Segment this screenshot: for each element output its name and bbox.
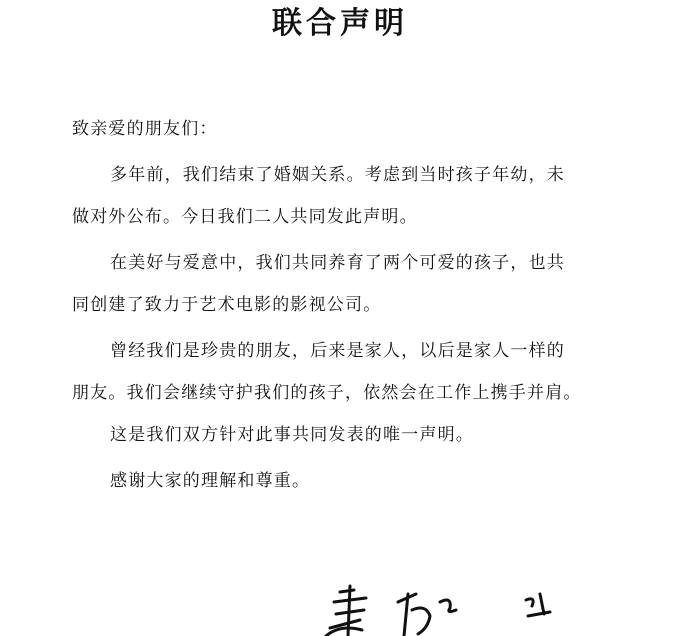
paragraph-1-line-1: 多年前，我们结束了婚姻关系。考虑到当时孩子年幼，未 [110, 165, 565, 185]
paragraph-2-line-1: 在美好与爱意中，我们共同养育了两个可爱的孩子，也共 [110, 253, 565, 273]
paragraph-2-line-2: 同创建了致力于艺术电影的影视公司。 [72, 295, 382, 315]
document-title: 联合声明 [272, 6, 408, 41]
paragraph-3-line-1: 曾经我们是珍贵的朋友，后来是家人，以后是家人一样的 [110, 341, 565, 361]
paragraph-5: 感谢大家的理解和尊重。 [110, 471, 311, 491]
paragraph-1-line-2: 做对外公布。今日我们二人共同发此声明。 [72, 207, 418, 227]
handwritten-signature [300, 580, 600, 636]
paragraph-4: 这是我们双方针对此事共同发表的唯一声明。 [110, 425, 474, 445]
salutation: 致亲爱的朋友们： [72, 119, 218, 139]
paragraph-3-line-2: 朋友。我们会继续守护我们的孩子，依然会在工作上携手并肩。 [72, 383, 582, 403]
